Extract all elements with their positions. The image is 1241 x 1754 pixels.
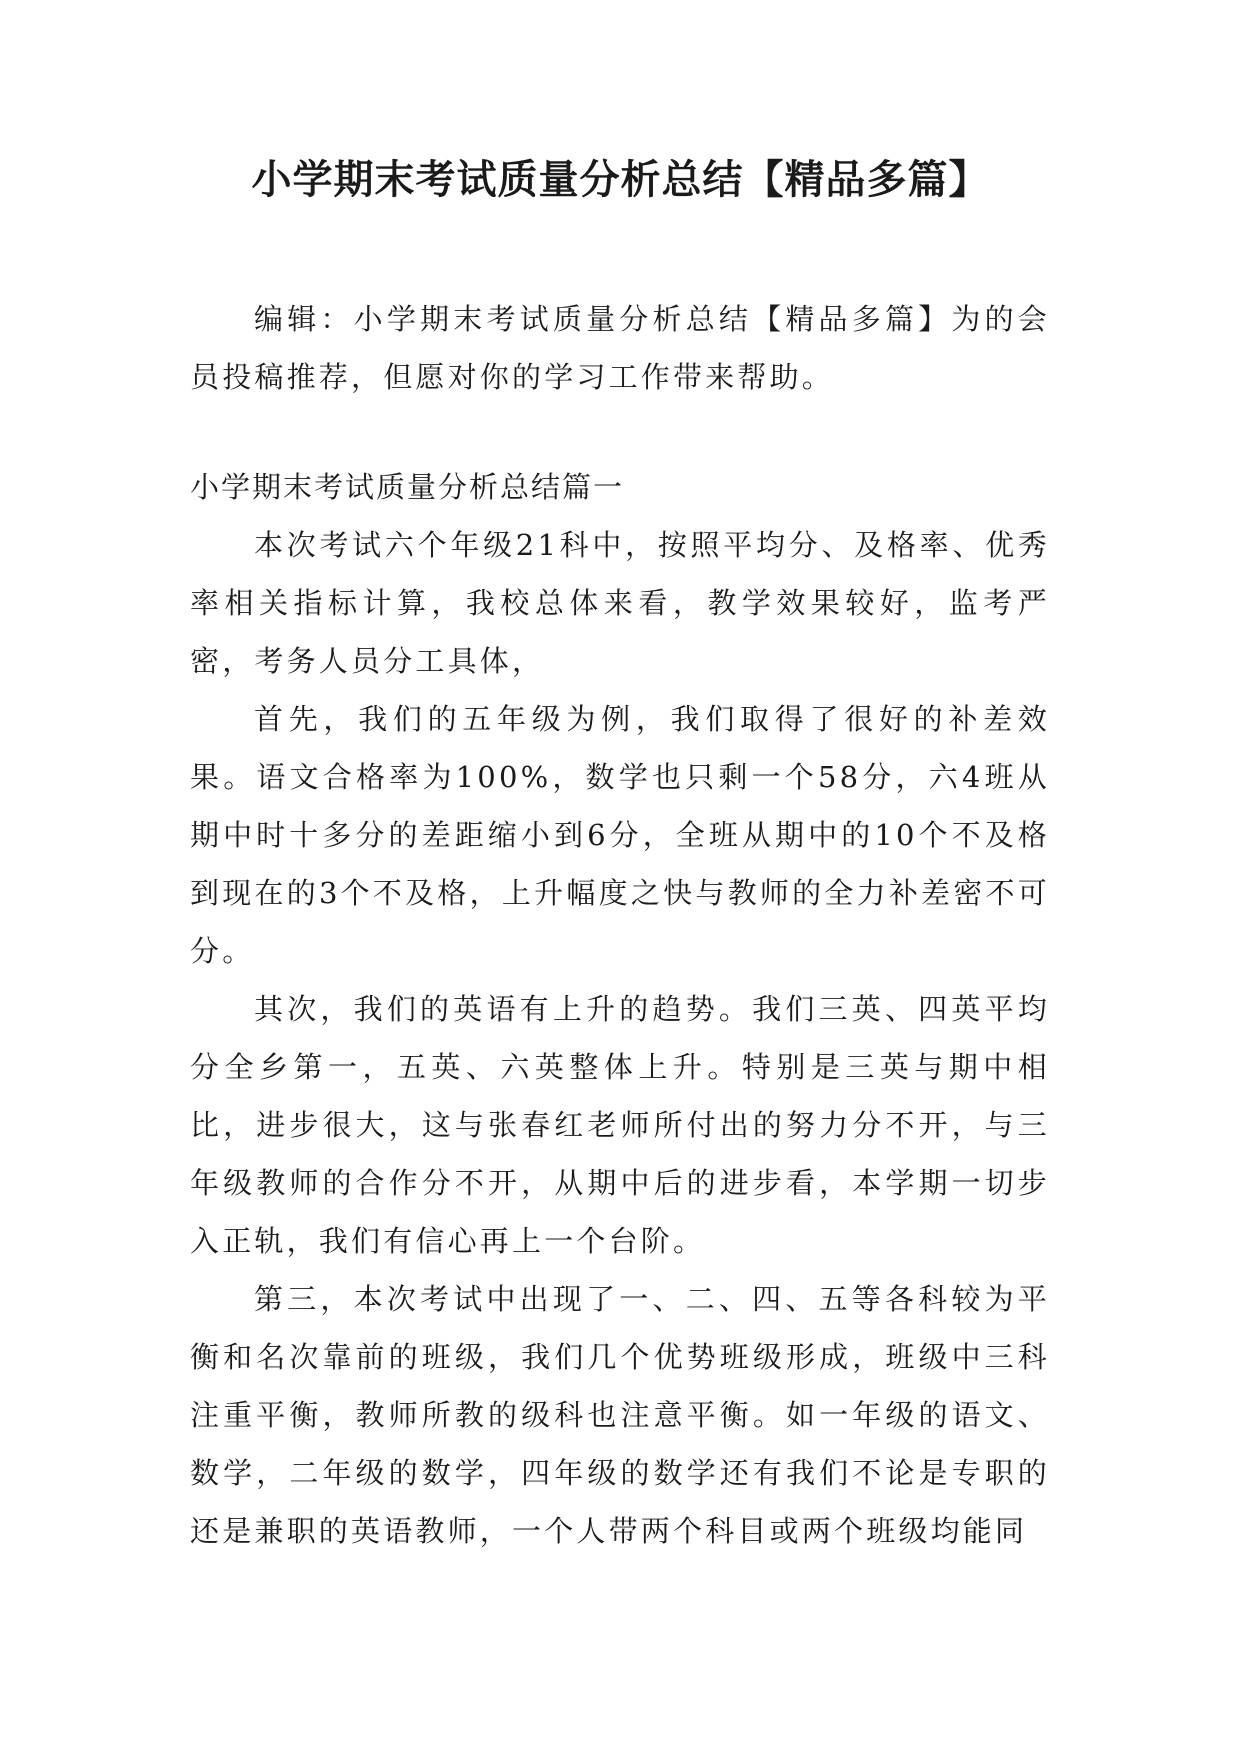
body-paragraph-3: 其次，我们的英语有上升的趋势。我们三英、四英平均分全乡第一，五英、六英整体上升。特别是三英与期中相比，进步很大，这与张春红老师所付出的努力分不开，与三年级教师的合作分不开，从期中后的进步看，本学期一切步入正轨，我们有信心再上一个台阶。 [190,992,1050,1258]
section-heading-text: 小学期末考试质量分析总结 [190,470,563,504]
intro-paragraph: 编辑：小学期末考试质量分析总结【精品多篇】为的会员投稿推荐，但愿对你的学习工作带来帮助。 [190,302,1050,394]
document-body [190,290,1050,1560]
body-paragraph-4: 第三，本次考试中出现了一、二、四、五等各科较为平衡和名次靠前的班级，我们几个优势班级形成，班级中三科注重平衡，教师所教的级科也注意平衡。如一年级的语文、数学，二年级的数学，四年级的数学还有我们不论是专职的还是兼职的英语教师，一个人带两个科目或两个班级均能同 [190,1282,1050,1548]
body-paragraph-2: 首先，我们的五年级为例，我们取得了很好的补差效果。语文合格率为100%，数学也只剩一个58分，六4班从期中时十多分的差距缩小到6分，全班从期中的10个不及格到现在的3个不及格，上升幅度之快与教师的全力补差密不可分。 [190,702,1050,968]
document-title: 小学期末考试质量分析总结【精品多篇】 [251,157,990,203]
body-paragraph-1: 本次考试六个年级21科中，按照平均分、及格率、优秀率相关指标计算，我校总体来看，教学效果较好，监考严密，考务人员分工具体， [190,528,1050,678]
section-heading [190,458,1050,516]
section-heading-label: 篇一 [562,470,625,504]
